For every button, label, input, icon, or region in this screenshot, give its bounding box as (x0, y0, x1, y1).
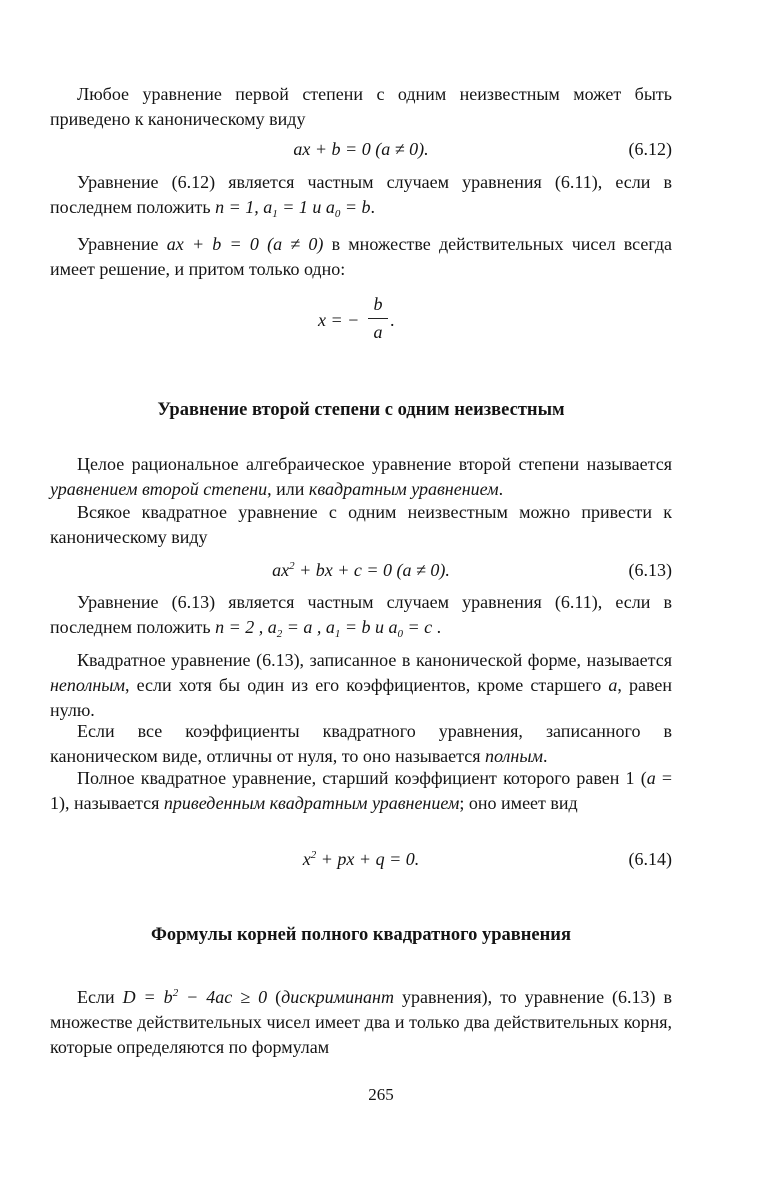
math: = c (403, 617, 433, 637)
paragraph-discriminant (50, 985, 672, 1060)
text: ( (267, 987, 282, 1007)
math: = b и a (340, 617, 398, 637)
equation-6-12 (50, 136, 672, 162)
fraction-lhs: x = − (318, 310, 360, 330)
text: . (543, 746, 548, 766)
text: Если (77, 987, 123, 1007)
equation-6-13-number: (6.13) (628, 560, 672, 580)
equation-6-12-number: (6.12) (628, 139, 672, 159)
text: . (370, 197, 376, 217)
equation-6-13 (50, 557, 672, 583)
text: Уравнение (77, 234, 167, 254)
math: n = 1, a (215, 197, 273, 217)
paragraph-first-degree: Любое уравнение первой степени с одним неизвестным может быть приведено к каноническому виду (50, 84, 672, 129)
math: = a , a (282, 617, 335, 637)
term: неполным (50, 675, 125, 695)
text: Если все коэффициенты квадратного уравнения, записанного в каноническом виде, отличны от нуля, то оно называется (50, 721, 672, 766)
term: дискриминант (281, 987, 394, 1007)
equation-6-12-formula: ax + b = 0 (a ≠ 0). (293, 139, 429, 159)
math: − 4ac ≥ 0 (178, 987, 268, 1007)
paragraph-canonical-form: Всякое квадратное уравнение с одним неизвестным можно привести к каноническому виду (50, 502, 672, 547)
subscript: 1 (334, 628, 341, 640)
fraction-solution (318, 296, 408, 348)
term: полным (485, 746, 544, 766)
subscript: 2 (276, 628, 283, 640)
math: D = b (122, 987, 173, 1007)
text: . (498, 479, 504, 499)
fraction-bar (368, 318, 388, 319)
paragraph-incomplete (50, 648, 672, 723)
section-heading-root-formulas: Формулы корней полного квадратного уравнения (151, 925, 571, 945)
subscript: 0 (397, 628, 404, 640)
math: ax (272, 560, 290, 580)
paragraph-quadratic-definition (50, 452, 672, 502)
text: , равен нулю. (50, 675, 672, 720)
text: . (432, 617, 442, 637)
page-number: 265 (368, 1085, 394, 1104)
text: Уравнение (6.12) является частным случаем уравнения (6.11), если в последнем положить (50, 172, 672, 217)
fraction-numerator: b (373, 294, 383, 314)
text: , если хотя бы один из его коэффициентов, кроме старшего (124, 675, 609, 695)
text: = 1), называется (50, 768, 672, 813)
superscript: 2 (289, 560, 295, 572)
text: в множестве действительных чисел всегда имеет решение, и притом только одно: (50, 234, 673, 279)
term: приведенным квадратным уравнением (163, 793, 460, 813)
fraction-denominator: a (373, 322, 383, 342)
math: n = 2 , a (215, 617, 277, 637)
paragraph-complete (50, 719, 672, 769)
subscript: 0 (334, 208, 341, 220)
text: Уравнение (6.13) является частным случаем уравнения (6.11), если в последнем положить (50, 592, 672, 637)
equation-6-13-formula (50, 557, 672, 583)
math: + px + q = 0. (316, 849, 420, 869)
section-heading-second-degree: Уравнение второй степени с одним неизвестным (157, 400, 565, 420)
subscript: 1 (272, 208, 278, 220)
math: + bx + c = 0 (a ≠ 0). (294, 560, 450, 580)
math: ax + b = 0 (a ≠ 0) (166, 234, 324, 254)
equation-6-14-formula (50, 846, 672, 872)
text: Полное квадратное уравнение, старший коэффициент которого равен 1 ( (77, 768, 647, 788)
equation-6-14-number: (6.14) (628, 849, 672, 869)
paragraph-linear-solution (50, 232, 672, 282)
text: уравнения), то уравнение (6.13) в множестве действительных чисел имеет два и только два действительных корня, которые определяются по формулам (50, 987, 673, 1057)
math: = 1 и a (277, 197, 335, 217)
math: = b (340, 197, 371, 217)
paragraph-6-13-special-case (50, 590, 672, 640)
paragraph-reduced (50, 766, 672, 816)
fraction-period: . (390, 310, 395, 330)
math: a (608, 675, 618, 695)
term: квадратным уравнением (308, 479, 499, 499)
text: Целое рациональное алгебраическое уравнение второй степени называется (77, 454, 672, 474)
text: , или (267, 479, 309, 499)
math: x (302, 849, 311, 869)
superscript: 2 (310, 849, 317, 861)
term: уравнением второй степени (50, 479, 268, 499)
equation-6-14 (50, 846, 672, 872)
paragraph-6-12-special-case (50, 170, 672, 220)
math: a (646, 768, 656, 788)
text: Квадратное уравнение (6.13), записанное в канонической форме, называется (77, 650, 672, 670)
superscript: 2 (172, 987, 179, 999)
text: ; оно имеет вид (459, 793, 578, 813)
